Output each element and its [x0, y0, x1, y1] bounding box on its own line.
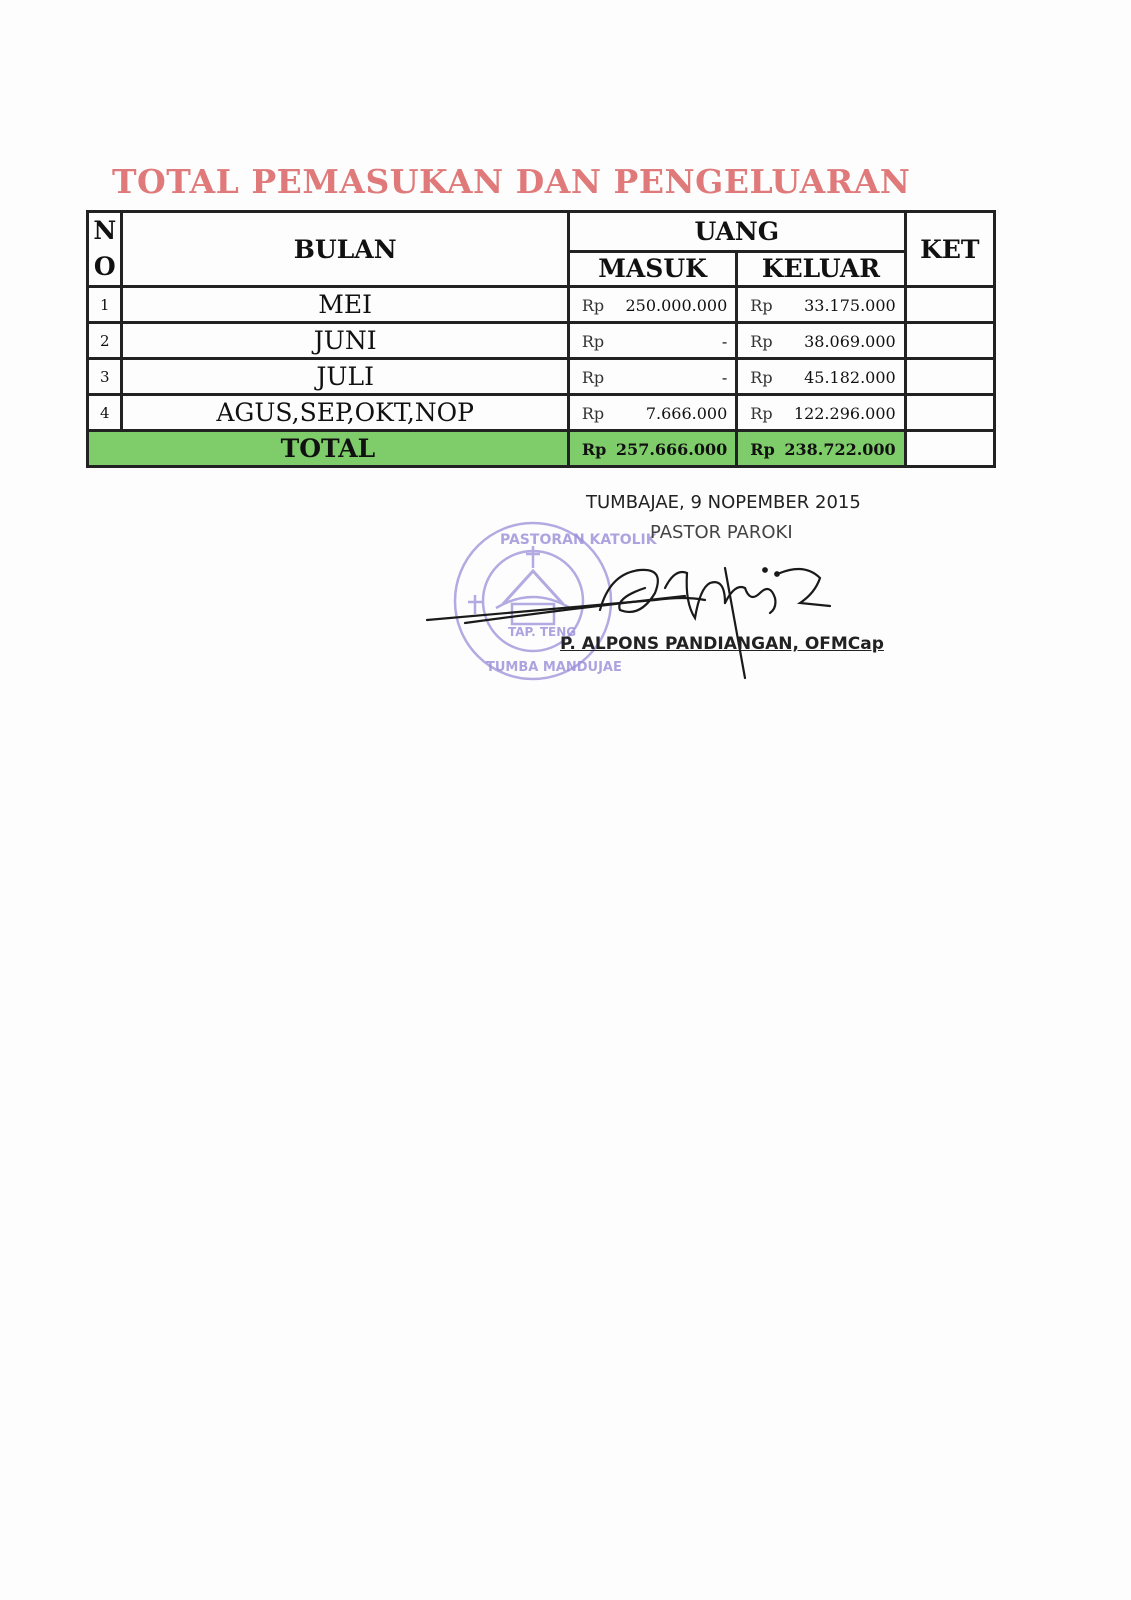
header-bulan: BULAN [122, 212, 568, 287]
total-masuk [568, 431, 736, 467]
total-ket [905, 431, 994, 467]
row-keluar [737, 359, 905, 395]
header-masuk: MASUK [568, 251, 736, 286]
currency-label: Rp [750, 404, 773, 423]
currency-label: Rp [581, 368, 605, 387]
amount: 250.000.000 [625, 296, 728, 315]
row-masuk [568, 323, 736, 359]
amount: - [721, 332, 728, 351]
currency-label: Rp [750, 296, 773, 315]
row-ket [905, 287, 994, 323]
row-masuk [568, 287, 736, 323]
row-no: 2 [88, 323, 122, 359]
amount: 7.666.000 [645, 404, 728, 423]
stamp-text-bottom: TUMBA MANDUJAE [486, 660, 622, 675]
currency-label: Rp [750, 332, 773, 351]
row-ket [905, 359, 994, 395]
table-row [88, 359, 995, 395]
total-row [88, 431, 995, 467]
row-keluar [737, 287, 905, 323]
row-no: 3 [88, 359, 122, 395]
handwritten-signature [425, 548, 855, 678]
currency-label: Rp [581, 296, 605, 315]
currency-label: Rp [750, 368, 773, 387]
table-header-row [88, 212, 995, 252]
table-row [88, 395, 995, 431]
row-ket [905, 323, 994, 359]
row-bulan: JULI [122, 359, 568, 395]
header-no-top: N [93, 216, 117, 245]
total-label: TOTAL [88, 431, 569, 467]
amount: 238.722.000 [784, 440, 896, 459]
table-row [88, 323, 995, 359]
row-keluar [737, 395, 905, 431]
header-uang: UANG [568, 212, 905, 252]
header-keluar: KELUAR [737, 251, 905, 286]
row-no: 4 [88, 395, 122, 431]
stamp-text-top: PASTORAN KATOLIK [500, 532, 657, 548]
amount: - [721, 368, 728, 387]
currency-label: Rp [750, 440, 775, 459]
table-row [88, 287, 995, 323]
place-date: TUMBAJAE, 9 NOPEMBER 2015 [586, 492, 861, 513]
header-ket: KET [905, 212, 994, 287]
currency-label: Rp [581, 440, 607, 459]
amount: 45.182.000 [804, 368, 896, 387]
row-masuk [568, 359, 736, 395]
amount: 257.666.000 [615, 440, 728, 459]
row-bulan: AGUS,SEP,OKT,NOP [122, 395, 568, 431]
signer-role: PASTOR PAROKI [650, 522, 793, 543]
amount: 38.069.000 [804, 332, 896, 351]
row-ket [905, 395, 994, 431]
finance-table [86, 210, 996, 468]
currency-label: Rp [581, 332, 605, 351]
currency-label: Rp [581, 404, 605, 423]
row-bulan: MEI [122, 287, 568, 323]
row-no: 1 [88, 287, 122, 323]
row-bulan: JUNI [122, 323, 568, 359]
row-keluar [737, 323, 905, 359]
header-no [88, 212, 122, 287]
amount: 122.296.000 [793, 404, 896, 423]
stamp-text-mid: TAP. TENG [508, 625, 577, 639]
row-masuk [568, 395, 736, 431]
total-keluar [737, 431, 905, 467]
page-title: TOTAL PEMASUKAN DAN PENGELUARAN [112, 162, 911, 201]
signer-name: P. ALPONS PANDIANGAN, OFMCap [560, 634, 884, 654]
amount: 33.175.000 [804, 296, 896, 315]
header-no-bottom: O [93, 252, 116, 281]
